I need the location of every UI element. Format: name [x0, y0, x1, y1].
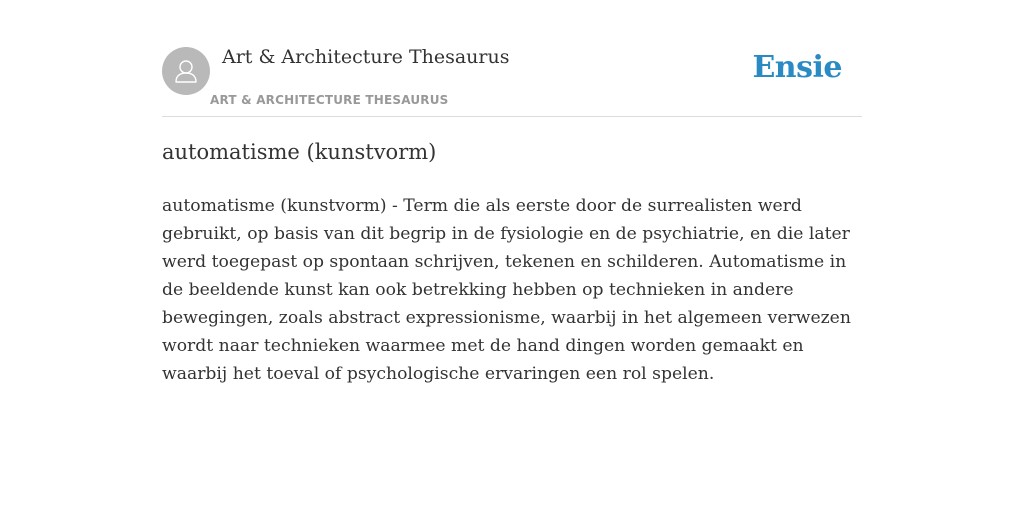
author-subtitle: ART & ARCHITECTURE THESAURUS: [210, 93, 449, 107]
entry-definition: automatisme (kunstvorm) - Term die als eerste door de surrealisten werd gebruikt, op basis van dit begrip in de fysiologie en de psychiatrie, en die later werd toegepast op spontaan schrijven, tekenen en schilderen. Automatisme in de beeldende kunst kan ook betrekking hebben op technieken in andere bewegingen, zoals abstract expressionisme, waarbij in het algemeen verwezen wordt naar technieken waarmee met de hand dingen worden gemaakt en waarbij het toeval of psychologische ervaringen een rol spelen.: [162, 196, 851, 384]
header: [162, 40, 862, 117]
author-name[interactable]: Art & Architecture Thesaurus: [222, 46, 510, 68]
user-icon: [171, 56, 201, 86]
entry-title: automatisme (kunstvorm): [162, 140, 437, 164]
avatar[interactable]: [162, 47, 210, 95]
brand-logo[interactable]: Ensie: [752, 50, 842, 85]
